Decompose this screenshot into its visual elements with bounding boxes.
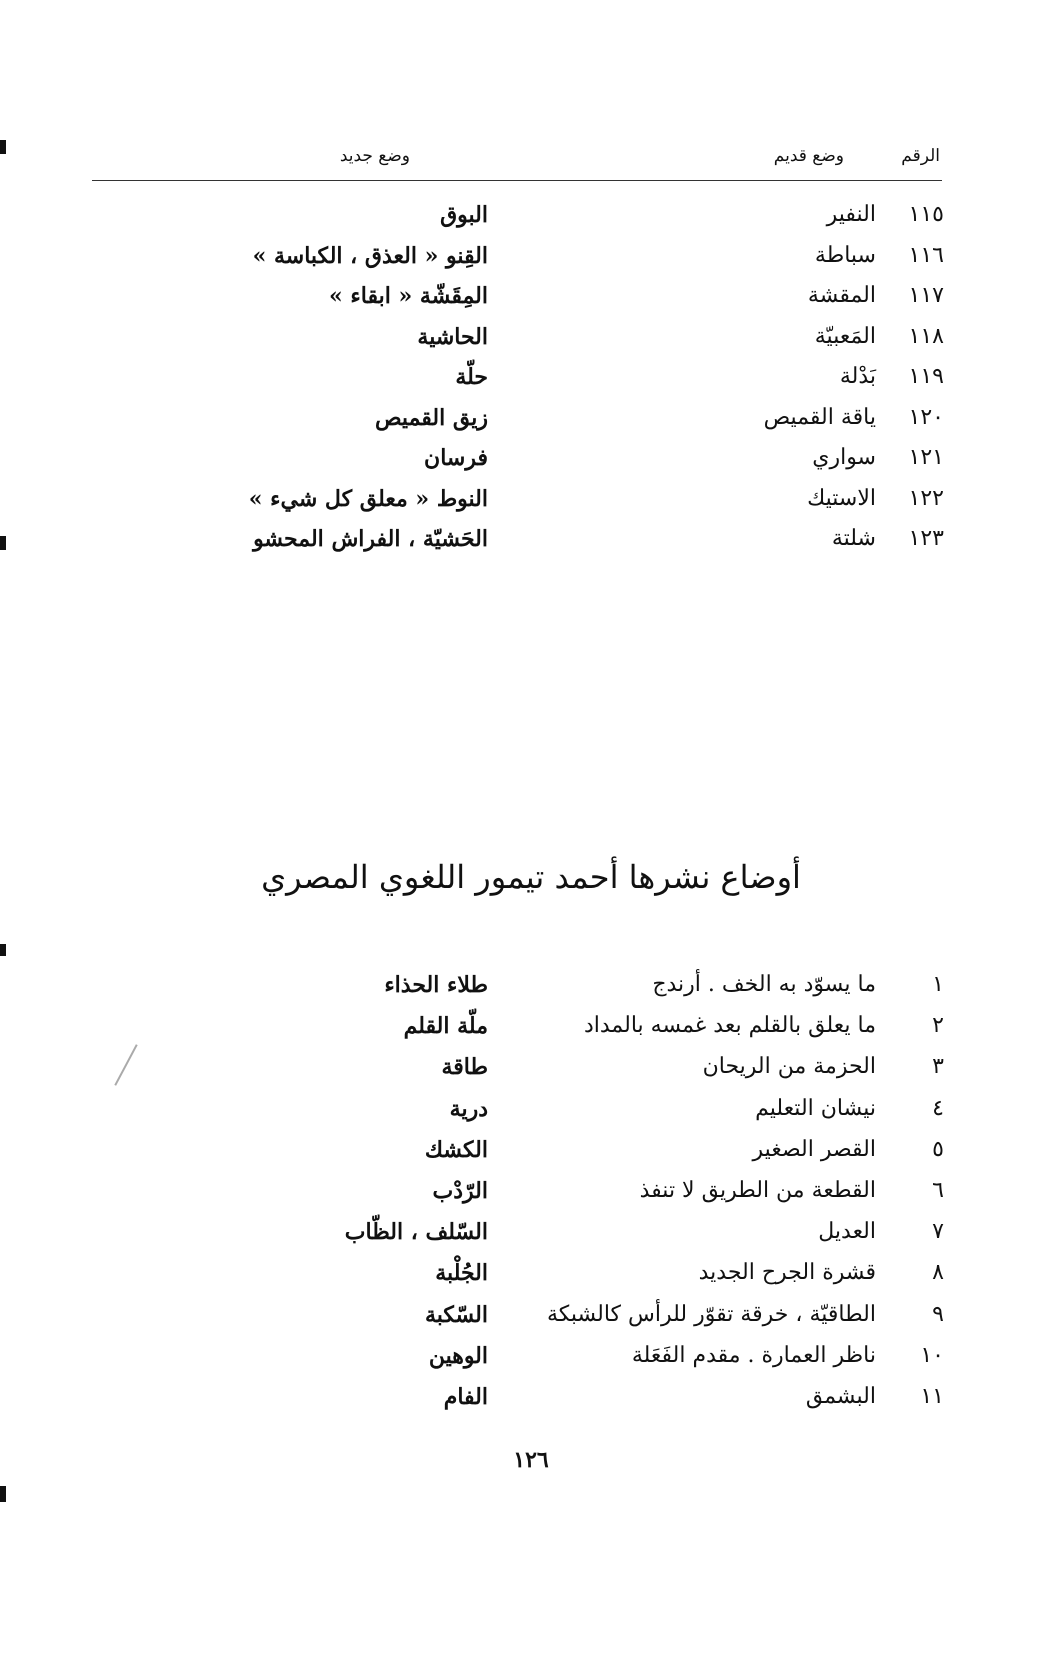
table-row: [0, 243, 1062, 283]
entry-number: ١١٩: [908, 364, 944, 389]
column-header-old-term: وضع قديم: [773, 146, 844, 166]
header-divider: [92, 180, 942, 181]
new-term: الوهين: [428, 1342, 488, 1369]
old-term: القصر الصغير: [752, 1136, 876, 1162]
new-term: الفام: [443, 1384, 488, 1410]
table-row: [0, 1384, 1062, 1424]
old-term: البشمق: [805, 1384, 876, 1409]
new-term: الحاشية: [417, 323, 488, 350]
table-row: [0, 1096, 1062, 1136]
table-row: [0, 1054, 1062, 1094]
old-term: ناظر العمارة . مقدم الفَعَلة: [631, 1342, 876, 1368]
table-row: [0, 1219, 1062, 1259]
entry-number: ٩: [932, 1301, 944, 1327]
entry-number: ٦: [932, 1178, 944, 1203]
new-term: فرسان: [424, 445, 488, 471]
table-row: [0, 1013, 1062, 1053]
column-header-new-term: وضع جديد: [339, 146, 410, 166]
new-term: طلاء الحذاء: [384, 972, 488, 998]
table-row: [0, 202, 1062, 242]
table-row: [0, 526, 1062, 566]
entry-number: ١٢٢: [908, 485, 944, 511]
scan-edge-mark: [0, 140, 6, 154]
old-term: المقشة: [807, 283, 876, 308]
old-term: ياقة القميص: [763, 404, 876, 430]
old-term: العديل: [818, 1219, 876, 1245]
scan-edge-mark: [0, 536, 6, 550]
section-title: أوضاع نشرها أحمد تيمور اللغوي المصري: [261, 858, 801, 896]
old-term: الطاقيّة ، خرقة تقوّر للرأس كالشبكة: [546, 1301, 876, 1327]
table-row: [0, 1137, 1062, 1177]
old-term: المَعبيّة: [814, 323, 876, 349]
entry-number: ١٢٠: [908, 404, 944, 430]
old-term: سباطة: [814, 242, 876, 268]
entry-number: ١٢١: [908, 445, 944, 470]
new-term: الكشك: [424, 1136, 488, 1163]
old-term: نيشان التعليم: [755, 1095, 876, 1121]
entry-number: ١١٨: [908, 323, 944, 349]
table-row: [0, 1260, 1062, 1300]
entry-number: ١: [932, 972, 944, 997]
new-term: درية: [449, 1095, 488, 1122]
entry-number: ٤: [932, 1095, 944, 1121]
old-term: الاستيك: [807, 485, 876, 511]
table-row: [0, 1343, 1062, 1383]
old-term: القطعة من الطريق لا تنفذ: [639, 1178, 876, 1203]
old-term: شلتة: [831, 526, 876, 551]
old-term: قشرة الجرح الجديد: [698, 1260, 876, 1286]
table-row: [0, 486, 1062, 526]
scan-edge-mark: [0, 1486, 6, 1502]
table-row: [0, 405, 1062, 445]
table-row: [0, 1178, 1062, 1218]
entry-number: ١١٦: [908, 242, 944, 268]
table-row: [0, 324, 1062, 364]
new-term: النوط « معلق كل شيء »: [248, 485, 488, 512]
new-term: القِنو « العذق ، الكباسة »: [252, 242, 488, 269]
old-term: ما يسوّد به الخف . أرندج: [652, 972, 876, 997]
table-row: [0, 445, 1062, 485]
new-term: الحَشيّة ، الفراش المحشو: [253, 526, 488, 552]
table-row: [0, 972, 1062, 1012]
column-header-number: الرقم: [901, 146, 940, 166]
new-term: طاقة: [441, 1054, 488, 1081]
new-term: السّكبة: [424, 1301, 488, 1328]
old-term: الحزمة من الريحان: [702, 1054, 876, 1080]
entry-number: ١١٥: [908, 202, 944, 227]
new-term: الجُلْبة: [435, 1260, 488, 1287]
entry-number: ٧: [932, 1219, 944, 1245]
new-term: حلّة: [455, 364, 488, 390]
table-row: [0, 1302, 1062, 1342]
table-row: [0, 283, 1062, 323]
entry-number: ٢: [932, 1013, 944, 1039]
table-row: [0, 364, 1062, 404]
old-term: بَدْلة: [839, 364, 876, 389]
new-term: البوق: [440, 202, 488, 228]
old-term: النفير: [826, 202, 876, 227]
scan-edge-mark: [0, 944, 6, 956]
entry-number: ٨: [932, 1260, 944, 1286]
page-number: ١٢٦: [513, 1447, 549, 1473]
entry-number: ١١٧: [908, 283, 944, 308]
entry-number: ١٢٣: [908, 526, 944, 551]
entry-number: ٣: [932, 1054, 944, 1080]
entry-number: ١١: [920, 1384, 944, 1409]
new-term: زيق القميص: [374, 404, 488, 431]
new-term: المِقَشّة « ابقاء »: [329, 283, 488, 309]
old-term: سواري: [812, 445, 876, 470]
entry-number: ٥: [932, 1136, 944, 1162]
new-term: الرّدْب: [432, 1178, 488, 1204]
entry-number: ١٠: [920, 1342, 944, 1368]
new-term: ملّة القلم: [403, 1013, 488, 1040]
new-term: السّلف ، الظّاب: [344, 1219, 488, 1246]
old-term: ما يعلق بالقلم بعد غمسه بالمداد: [583, 1013, 876, 1039]
